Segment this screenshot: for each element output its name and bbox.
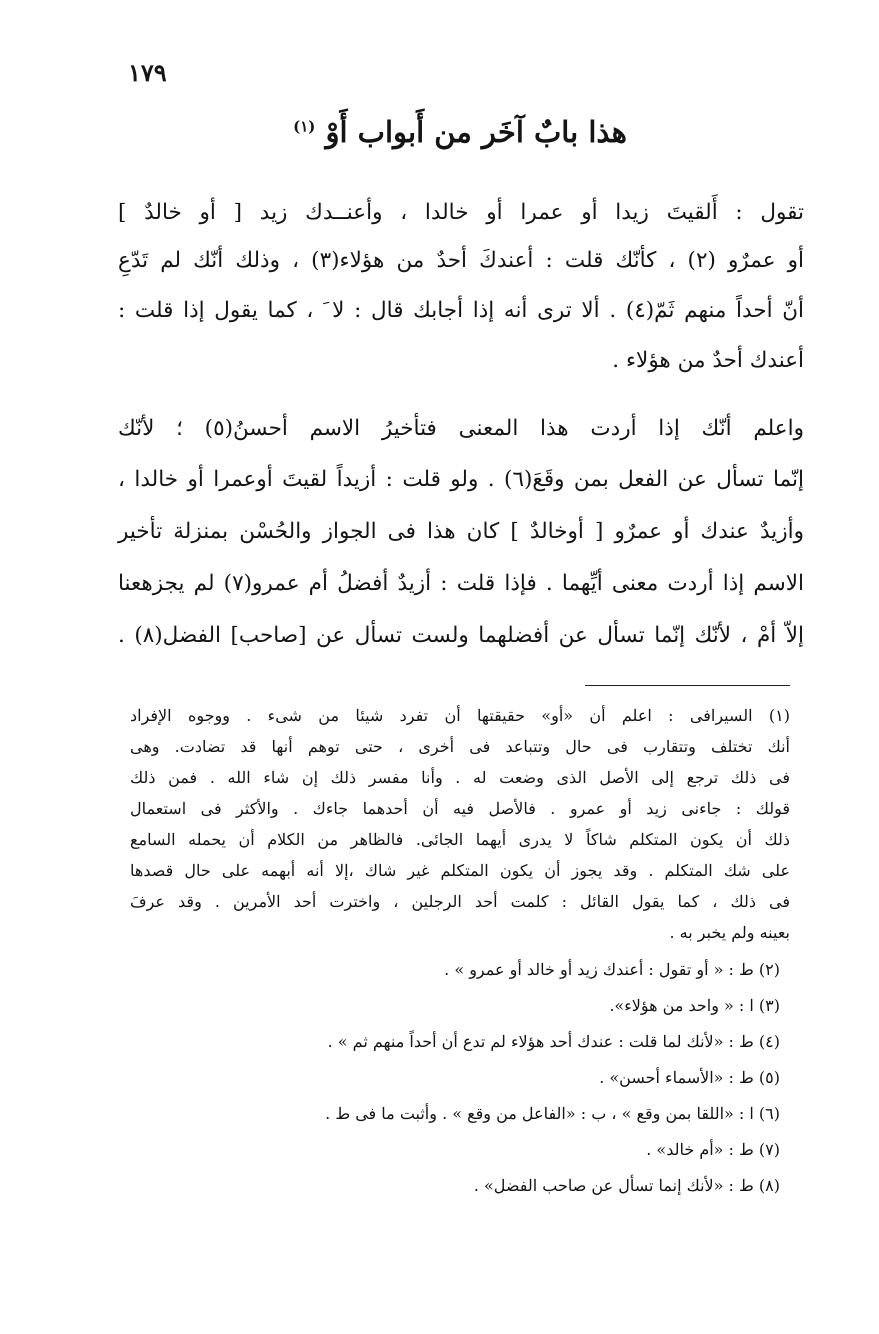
- paragraph-1-line-1: تقول : أَلقيتَ زيدا أو عمرا أو خالدا ، وأعنــدك زيد [ أو خالدٌ ]: [118, 200, 804, 225]
- paragraph-2-line-4: الاسم إذا أردت معنى أيِّهما . فإذا قلت : أزيدٌ أفضلُ أم عمرو(٧) لم يجزهعنا: [118, 571, 804, 596]
- footnote-7: (٧) ط : «أم خالد» .: [646, 1140, 780, 1159]
- paragraph-1-line-4: أعندك أحدٌ من هؤلاء .: [612, 348, 804, 373]
- paragraph-2-line-1: واعلم أنّك إذا أردت هذا المعنى فتأخيرُ الاسم أحسنُ(٥) ؛ لأنّك: [118, 416, 804, 441]
- footnote-3: (٣) ا : « واحد من هؤلاء».: [609, 996, 780, 1015]
- paragraph-1-line-3: أنّ أحداً منهم ثَمّ(٤) . ألا ترى أنه إذا أجابك قال : لا َ ، كما يقول إذا قلت :: [118, 298, 804, 323]
- footnote-1-line-5: ذلك أن يكون المتكلم شاكاً لا يدرى أيهما الجائى. فالظاهر من الكلام أن يحمله السامع: [130, 830, 790, 849]
- paragraph-1-line-2: أو عمرٌو (٢) ، كأنّك قلت : أعندكَ أحدٌ من هؤلاء(٣) ، وذلك أنّك لم تَدّعِ: [118, 248, 804, 273]
- page-number: ١٧٩: [128, 58, 167, 87]
- paragraph-2-line-3: وأزيدٌ عندك أو عمرٌو [ أوخالدٌ ] كان هذا فى الجواز والحُسْن بمنزلة تأخير: [118, 519, 804, 544]
- chapter-title-text: هذا بابٌ آخَر من أَبواب أَوْ: [325, 115, 627, 149]
- paragraph-2-line-5: إلاّ أمْ ، لأنّك إنّما تسأل عن أفضلهما ولست تسأل عن [صاحب] الفضل(٨) .: [118, 623, 804, 648]
- footnote-1-line-2: أنك تختلف وتتقارب فى حال وتتباعد فى أخرى ، حتى توهم أنها قد تضادت. وهى: [130, 737, 790, 756]
- paragraph-2-line-2: إنّما تسأل عن الفعل بمن وقَعَ(٦) . ولو قلت : أزيداً لقيتَ أوعمرا أو خالدا ،: [118, 467, 804, 492]
- footnote-4: (٤) ط : «لأنك لما قلت : عندك أحد هؤلاء لم تدع أن أحداً منهم ثم » .: [327, 1032, 780, 1051]
- footnote-6: (٦) ا : «اللقا بمن وقع » ، ب : «الفاعل من وقع » . وأثبت ما فى ط .: [325, 1104, 780, 1123]
- footnote-1-line-1: (١) السيرافى : اعلم أن «أو» حقيقتها أن تفرد شيئا من شىء . ووجوه الإفراد: [130, 706, 790, 725]
- footnote-1-line-4: قولك : جاءنى زيد أو عمرو . فالأصل فيه أن أحدهما جاءك . والأكثر فى استعمال: [130, 799, 790, 818]
- footnote-2: (٢) ط : « أو تقول : أعندك زيد أو خالد أو عمرو » .: [444, 960, 780, 979]
- footnote-1-line-6: على شك المتكلم . وقد يجوز أن يكون المتكلم غير شاك ،إلا أنه أبهمه على حال قصدها: [130, 861, 790, 880]
- footnote-8: (٨) ط : «لأنك إنما تسأل عن صاحب الفضل» .: [473, 1176, 780, 1195]
- footnote-5: (٥) ط : «الأسماء أحسن» .: [599, 1068, 780, 1087]
- chapter-title: [230, 115, 690, 149]
- chapter-title-note-ref: (١): [293, 117, 316, 136]
- footnote-separator: [585, 685, 790, 686]
- footnote-1-line-3: فى ذلك ترجع إلى الأصل الذى وضعت له . وأنا مفسر ذلك إن شاء الله . فمن ذلك: [130, 768, 790, 787]
- footnote-1-line-7: فى ذلك ، كما يقول القائل : كلمت أحد الرجلين ، واخترت أحد الأمرين . وقد عرفَ: [130, 892, 790, 911]
- footnote-1-line-8: بعينه ولم يخبر به .: [669, 923, 790, 942]
